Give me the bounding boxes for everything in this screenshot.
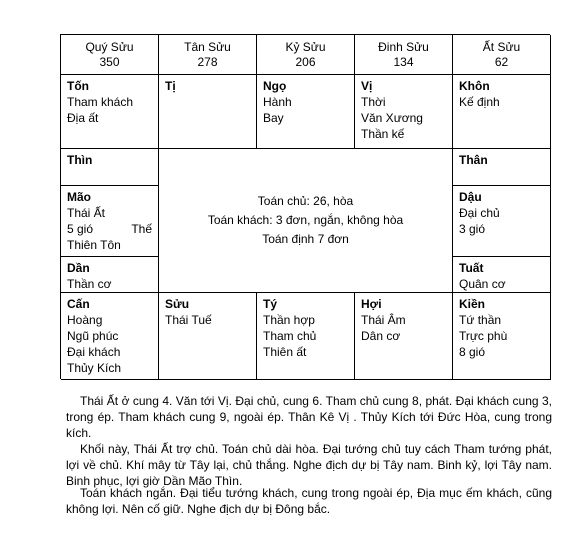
- header-cell-at-suu: [453, 35, 551, 75]
- cell-line: Thái Tuế: [165, 313, 212, 327]
- cell-line: Hoàng: [67, 313, 103, 327]
- header-name: Quý Sửu: [85, 40, 134, 54]
- cell-tuat: [453, 257, 551, 293]
- cell-title: Thìn: [67, 153, 93, 167]
- cell-side-note: Thế: [131, 222, 152, 236]
- cell-title: Vị: [361, 79, 373, 93]
- cell-mao: [61, 186, 159, 257]
- cell-line: Hành: [263, 95, 292, 109]
- header-name: Tân Sửu: [184, 40, 231, 54]
- header-value: 350: [99, 55, 120, 69]
- header-cell-tan-suu: [159, 35, 257, 75]
- header-cell-dinh-suu: [355, 35, 453, 75]
- cell-line: Địa ất: [67, 111, 99, 125]
- cell-line: Thiên ất: [263, 345, 307, 359]
- cell-thin: [61, 149, 159, 186]
- cell-title: Tuất: [459, 261, 484, 275]
- cell-line: Tham chủ: [263, 329, 317, 343]
- header-value: 278: [197, 55, 218, 69]
- header-cell-quy-suu: [61, 35, 159, 75]
- cell-ton: [61, 75, 159, 149]
- cell-line: Thái Âm: [361, 313, 406, 327]
- paragraph-toan-khach: Toán khách ngắn. Đại tiểu tướng khách, cung trong ngoài ép, Địa mục ếm khách, cũng không lợi. Nên cố giữ. Nghe địch dự bị Đông bắc.: [66, 486, 552, 516]
- header-name: Đinh Sửu: [378, 40, 429, 54]
- header-value: 62: [494, 55, 509, 69]
- cell-ngo: [257, 75, 355, 149]
- cell-title: Dậu: [459, 190, 482, 204]
- cell-hoi: [355, 293, 453, 380]
- header-value: 134: [393, 55, 414, 69]
- center-line: Toán khách: 3 đơn, ngắn, không hòa: [207, 213, 404, 227]
- cell-dau: [453, 186, 551, 257]
- header-name: Ất Sửu: [482, 40, 521, 54]
- cell-title: Ngọ: [263, 79, 287, 93]
- cell-title: Kiền: [459, 297, 486, 311]
- cell-can: [61, 293, 159, 380]
- cell-line: Thần kế: [361, 127, 405, 141]
- header-name: Kỷ Sửu: [285, 40, 326, 54]
- cell-title: Tốn: [67, 79, 89, 93]
- cell-title: Dần: [67, 261, 90, 275]
- cell-line: Đại khách: [67, 345, 121, 359]
- cell-line: Ngũ phúc: [67, 329, 119, 343]
- cell-line: 5 gió: [67, 222, 94, 236]
- cell-line: Thần cơ: [67, 277, 112, 291]
- cell-line: Bay: [263, 111, 284, 125]
- cell-line: Trực phù: [459, 329, 508, 343]
- paragraph-cung: Thái Ất ở cung 4. Văn tới Vị. Đại chủ, cung 6. Tham chủ cung 8, phát. Đại khách cung 3, trong ép. Tham khách cung 9, ngoài ép. Thân Kê Vị . Thủy Kích tới Đức Hòa, cung trong kích.: [66, 394, 552, 440]
- cell-line: Tứ thần: [459, 313, 502, 327]
- cell-title: Hợi: [361, 297, 382, 311]
- cell-title: Mão: [67, 190, 91, 204]
- cell-line: Thái Ất: [67, 206, 106, 220]
- cell-line: Tham khách: [67, 95, 134, 109]
- paragraph-toan-chu: Khối này, Thái Ất trợ chủ. Toán chủ dài hòa. Đại tướng chủ tuy cách Tham tướng phát, lợi về chủ. Khí mây từ Tây lại, chủ thắng. Nghe địch dự bị Tây nam. Binh kỷ, lợi Tây nam. Binh phục, lợi giờ Dần Mão Thìn.: [66, 442, 552, 488]
- center-line: Toán định 7 đơn: [262, 232, 349, 246]
- cell-dan: [61, 257, 159, 293]
- cell-title: Khôn: [459, 79, 490, 93]
- cell-line: Thần hợp: [263, 313, 315, 327]
- cell-kien: [453, 293, 551, 380]
- center-line: Toán chủ: 26, hòa: [257, 194, 354, 208]
- cell-title: Cấn: [67, 297, 90, 311]
- cell-title: Tý: [263, 297, 278, 311]
- cell-line: 8 gió: [459, 345, 486, 359]
- cell-line: Thời: [361, 95, 386, 109]
- cell-suu: [159, 293, 257, 380]
- cell-ty: [257, 293, 355, 380]
- cell-line: Quân cơ: [459, 277, 506, 291]
- cell-title: Tị: [165, 79, 176, 93]
- cell-title: Sửu: [165, 297, 190, 311]
- cell-line: Kế định: [459, 95, 500, 109]
- cell-line: 3 gió: [459, 222, 486, 236]
- cell-line: Đại chủ: [459, 206, 500, 220]
- cell-ti: [159, 75, 257, 149]
- cell-title: Thân: [459, 153, 488, 167]
- cell-than: [453, 149, 551, 186]
- divination-grid: [60, 34, 550, 379]
- center-summary: [159, 149, 453, 293]
- cell-line: Thiên Tôn: [67, 238, 121, 252]
- cell-khon: [453, 75, 551, 149]
- cell-vi: [355, 75, 453, 149]
- cell-line: Dân cơ: [361, 329, 401, 343]
- cell-line: Thủy Kích: [67, 361, 122, 375]
- header-value: 206: [295, 55, 316, 69]
- header-cell-ky-suu: [257, 35, 355, 75]
- cell-line: Văn Xương: [361, 111, 423, 125]
